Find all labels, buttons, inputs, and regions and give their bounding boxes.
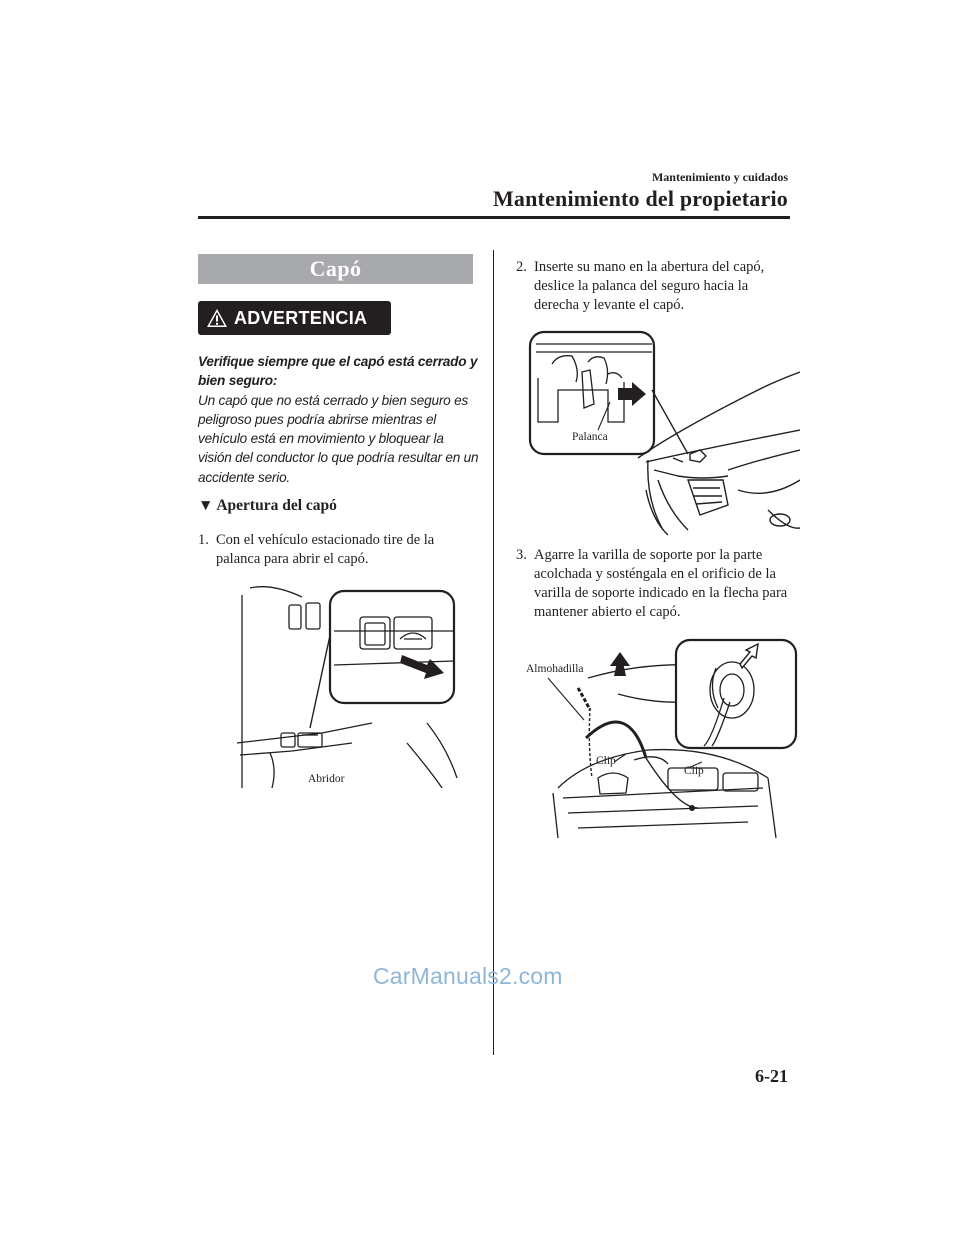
warning-triangle-icon [206,308,228,328]
warning-bold-text: Verifique siempre que el capó está cerrado y bien seguro: [198,354,478,389]
step-1-text: Con el vehículo estacionado tire de la palanca para abrir el capó. [216,532,435,567]
step-2 [516,258,796,315]
page-title: Capó [309,256,362,281]
hood-latch-lever-illustration [528,330,800,542]
watermark-text[interactable]: CarManuals2.com [373,963,563,989]
section-title: Mantenimiento del propietario [492,186,788,211]
fig1-label-abridor: Abridor [308,773,345,785]
warning-label: ADVERTENCIA [234,307,368,328]
header-rule [198,216,790,219]
page-number: 6-21 [755,1066,788,1086]
step-1-number: 1. [198,532,209,548]
hood-opener-illustration [232,583,464,788]
fig2-label-palanca: Palanca [572,431,608,443]
column-divider [493,250,494,1055]
step-3 [516,546,798,622]
warning-body-text: Un capó que no está cerrado y bien seguro es peligroso pues podría abrirse mientras el vehículo está en movimiento y bloquear la visión del conductor lo que podría resultar en un accidente serio. [198,392,479,485]
fig3-label-almohadilla: Almohadilla [526,663,584,675]
fig3-label-clip-right: Clip [684,765,704,777]
section-title-bar [198,254,473,284]
warning-banner [198,301,391,335]
step-3-text: Agarre la varilla de soporte por la parte acolchada y sosténgala en el orificio de la varilla de soporte indicado en la flecha para mantener abierto el capó. [534,547,788,620]
warning-text-block [198,352,480,487]
step-2-text: Inserte su mano en la abertura del capó, deslice la palanca del seguro hacia la derecha y levante el capó. [534,259,765,313]
step-1 [198,531,478,569]
fig3-label-clip-left: Clip [596,755,616,767]
chapter-title: Mantenimiento y cuidados [651,170,788,184]
step-3-number: 3. [516,547,527,563]
support-rod-illustration [518,638,800,840]
step-2-number: 2. [516,259,527,275]
subheading-apertura: ▼ Apertura del capó [198,497,337,514]
